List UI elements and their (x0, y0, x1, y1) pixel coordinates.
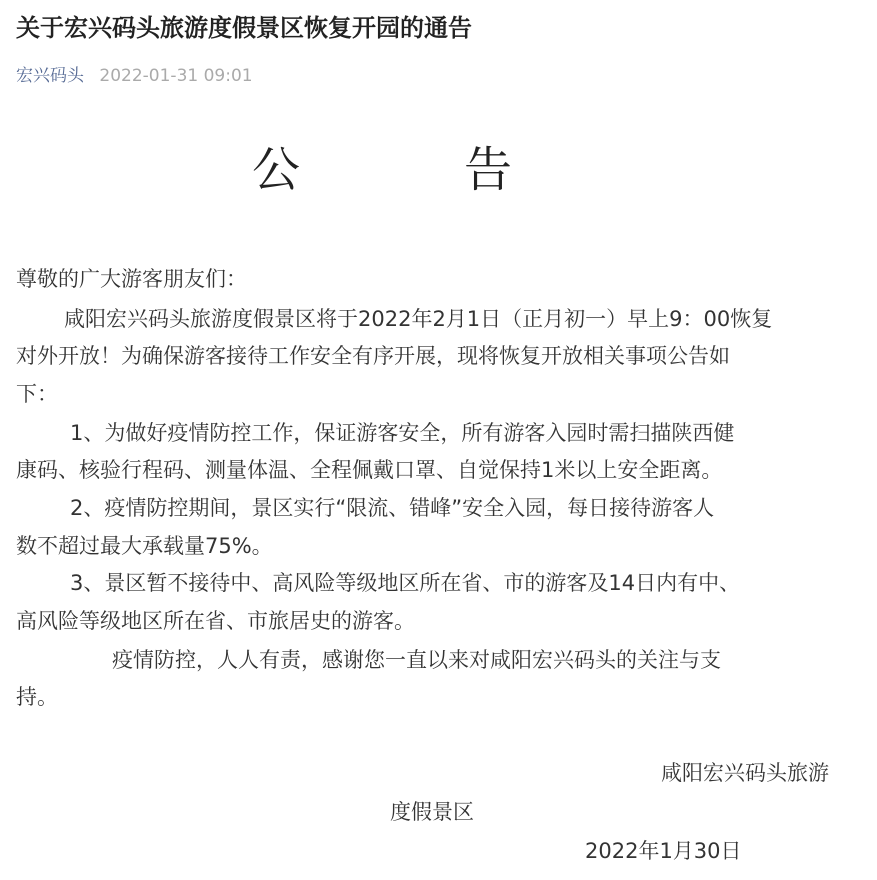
signature-line-2: 度假景区 (390, 800, 474, 824)
salutation: 尊敬的广大游客朋友们： (16, 267, 247, 291)
signature-line-1: 咸阳宏兴码头旅游 (661, 761, 829, 785)
item-3-line-2: 高风险等级地区所在省、市旅居史的游客。 (16, 609, 415, 633)
notice-heading-char-2: 告 (464, 142, 513, 198)
closing-line-1: 疫情防控，人人有责，感谢您一直以来对咸阳宏兴码头的关注与支 (112, 648, 721, 672)
publish-time: 2022-01-31 09:01 (99, 66, 253, 86)
article-title: 关于宏兴码头旅游度假景区恢复开园的通告 (16, 14, 472, 42)
paragraph-1-line-2: 对外开放！为确保游客接待工作安全有序开展，现将恢复开放相关事项公告如 (16, 344, 730, 368)
paragraph-1-line-3: 下： (16, 382, 58, 406)
item-1-line-2: 康码、核验行程码、测量体温、全程佩戴口罩、自觉保持1米以上安全距离。 (16, 458, 723, 482)
notice-heading-char-1: 公 (252, 142, 301, 198)
item-1-line-1: 1、为做好疫情防控工作，保证游客安全，所有游客入园时需扫描陕西健 (70, 421, 735, 445)
item-2-line-1: 2、疫情防控期间，景区实行“限流、错峰”安全入园，每日接待游客人 (70, 496, 715, 520)
article-meta (16, 64, 253, 88)
notice-date: 2022年1月30日 (585, 839, 742, 863)
account-name-link[interactable]: 宏兴码头 (16, 66, 84, 86)
item-2-line-2: 数不超过最大承载量75%。 (16, 534, 273, 558)
closing-line-2: 持。 (16, 685, 58, 709)
paragraph-1-line-1: 咸阳宏兴码头旅游度假景区将于2022年2月1日（正月初一）早上9：00恢复 (64, 307, 773, 331)
item-3-line-1: 3、景区暂不接待中、高风险等级地区所在省、市的游客及14日内有中、 (70, 571, 741, 595)
